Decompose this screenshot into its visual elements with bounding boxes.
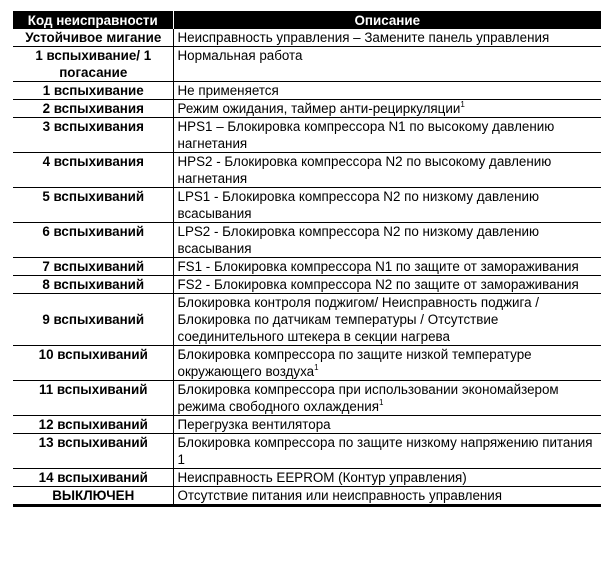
fault-code: 1 вспыхивание [13, 82, 173, 100]
table-row [13, 82, 601, 100]
table-row [13, 100, 601, 118]
table-row [13, 29, 601, 47]
table-row [13, 47, 601, 82]
fault-description: Блокировка компрессора по защите низкому напряжению питания 1 [173, 434, 601, 469]
fault-description: Не применяется [173, 82, 601, 100]
header-code: Код неисправности [13, 11, 173, 29]
fault-code: 4 вспыхивания [13, 153, 173, 188]
footnote-mark: 1 [379, 397, 384, 407]
table-row [13, 487, 601, 506]
fault-description: HPS2 - Блокировка компрессора N2 по высокому давлению нагнетания [173, 153, 601, 188]
table-row [13, 188, 601, 223]
fault-description: Отсутствие питания или неисправность управления [173, 487, 601, 506]
fault-code: 3 вспыхивания [13, 118, 173, 153]
fault-description: Неисправность EEPROM (Контур управления) [173, 469, 601, 487]
table-row [13, 153, 601, 188]
fault-description: HPS1 – Блокировка компрессора N1 по высокому давлению нагнетания [173, 118, 601, 153]
fault-description: FS1 - Блокировка компрессора N1 по защите от замораживания [173, 258, 601, 276]
fault-description: Неисправность управления – Замените панель управления [173, 29, 601, 47]
table-header-row [13, 11, 601, 29]
fault-description: LPS1 - Блокировка компрессора N2 по низкому давлению всасывания [173, 188, 601, 223]
table-row [13, 381, 601, 416]
fault-code: 13 вспыхиваний [13, 434, 173, 469]
fault-description: Нормальная работа [173, 47, 601, 82]
fault-code: 14 вспыхиваний [13, 469, 173, 487]
fault-description: FS2 - Блокировка компрессора N2 по защите от замораживания [173, 276, 601, 294]
table-row [13, 294, 601, 346]
table-row [13, 223, 601, 258]
footnote-mark: 1 [460, 99, 465, 109]
fault-description [173, 100, 601, 118]
fault-code-table-wrapper [13, 11, 601, 507]
table-row [13, 469, 601, 487]
table-row [13, 416, 601, 434]
description-text: Блокировка компрессора при использовании экономайзером режима свободного охлаждения [177, 382, 559, 414]
fault-description: Блокировка контроля поджигом/ Неисправность поджига / Блокировка по датчикам температуры / Отсутствие соединительного штекера в секции нагрева [173, 294, 601, 346]
fault-code: 12 вспыхиваний [13, 416, 173, 434]
fault-description: Перегрузка вентилятора [173, 416, 601, 434]
fault-description [173, 346, 601, 381]
table-row [13, 434, 601, 469]
fault-code: 2 вспыхивания [13, 100, 173, 118]
fault-code: 10 вспыхиваний [13, 346, 173, 381]
fault-code: 5 вспыхиваний [13, 188, 173, 223]
fault-code: 6 вспыхиваний [13, 223, 173, 258]
fault-code: ВЫКЛЮЧЕН [13, 487, 173, 506]
table-row [13, 258, 601, 276]
description-text: Режим ожидания, таймер анти-рециркуляции [177, 101, 461, 116]
fault-description [173, 381, 601, 416]
table-row [13, 276, 601, 294]
description-text: Блокировка компрессора по защите низкой температуре окружающего воздуха [177, 347, 532, 379]
table-row [13, 118, 601, 153]
fault-code: 11 вспыхиваний [13, 381, 173, 416]
header-description: Описание [173, 11, 601, 29]
fault-code: 1 вспыхивание/ 1 погасание [13, 47, 173, 82]
fault-code: 8 вспыхиваний [13, 276, 173, 294]
footnote-mark: 1 [314, 362, 319, 372]
fault-code: Устойчивое мигание [13, 29, 173, 47]
fault-description: LPS2 - Блокировка компрессора N2 по низкому давлению всасывания [173, 223, 601, 258]
table-row [13, 346, 601, 381]
fault-code-table [13, 11, 601, 507]
fault-code: 7 вспыхиваний [13, 258, 173, 276]
fault-code: 9 вспыхиваний [13, 294, 173, 346]
